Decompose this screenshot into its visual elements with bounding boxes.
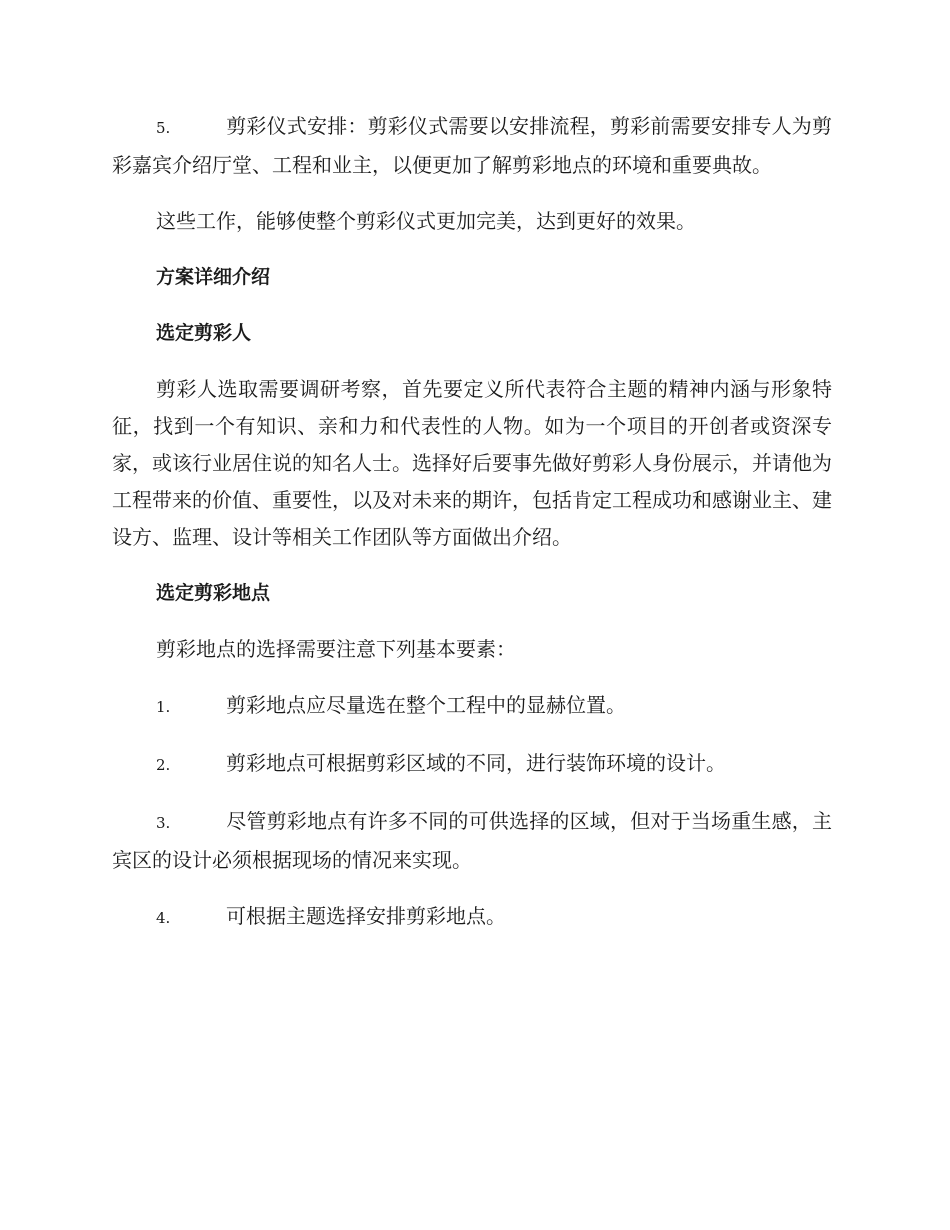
list-item-text: 尽管剪彩地点有许多不同的可供选择的区域，但对于当场重生感，主宾区的设计必须根据现场的情况来实现。 [112,809,832,872]
list-number: 3. [156,814,171,832]
list-number: 2. [156,756,171,774]
list-number: 5. [156,119,171,137]
list-item-text: 剪彩地点应尽量选在整个工程中的显赫位置。 [226,693,626,717]
list-item-4 [112,898,832,937]
summary-paragraph: 这些工作，能够使整个剪彩仪式更加完美，达到更好的效果。 [156,209,696,233]
list-item-1 [112,687,832,726]
list-item-text: 剪彩仪式安排：剪彩仪式需要以安排流程，剪彩前需要安排专人为剪彩嘉宾介绍厅堂、工程和业主，以便更加了解剪彩地点的环境和重要典故。 [112,114,832,177]
list-item-text: 剪彩地点可根据剪彩区域的不同，进行装饰环境的设计。 [226,751,726,775]
person-paragraph: 剪彩人选取需要调研考察，首先要定义所代表符合主题的精神内涵与形象特征，找到一个有知识、亲和力和代表性的人物。如为一个项目的开创者或资深专家，或该行业居住说的知名人士。选择好后要事先做好剪彩人身份展示，并请他为工程带来的价值、重要性，以及对未来的期许，包括肯定工程成功和感谢业主、建设方、监理、设计等相关工作团队等方面做出介绍。 [112,377,832,549]
list-item-text: 可根据主题选择安排剪彩地点。 [226,904,506,928]
list-item-5 [112,108,832,184]
list-number: 4. [156,909,171,927]
location-intro-paragraph: 剪彩地点的选择需要注意下列基本要素： [156,637,516,661]
list-item-2 [112,745,832,784]
section-heading-plan: 方案详细介绍 [156,266,271,288]
list-number: 1. [156,698,171,716]
section-heading-person: 选定剪彩人 [156,322,252,344]
list-item-3 [112,803,832,879]
section-heading-location: 选定剪彩地点 [156,582,271,604]
document-page [112,108,832,956]
